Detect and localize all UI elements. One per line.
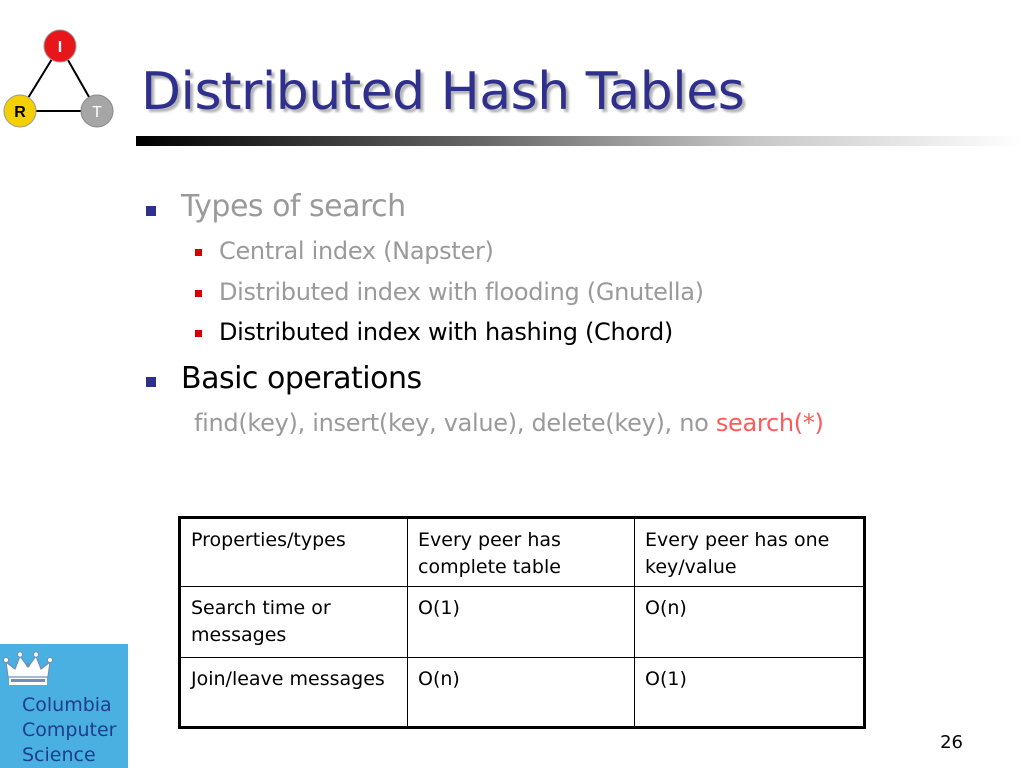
sub-bullet-marker <box>195 290 202 297</box>
columbia-cs-wordmark <box>22 693 116 768</box>
slide-title: Distributed Hash Tables <box>141 62 745 122</box>
table-cell: Every peer has complete table <box>408 518 635 587</box>
page-number: 26 <box>940 732 963 753</box>
table-row <box>180 658 865 728</box>
table-cell: O(n) <box>635 587 865 658</box>
logo-node-i: I <box>57 39 63 56</box>
table-cell: O(n) <box>408 658 635 728</box>
sub-bullet-central-index: Central index (Napster) <box>219 237 494 265</box>
table-row <box>180 587 865 658</box>
bullet-marker <box>146 377 156 387</box>
bullet-marker <box>146 206 156 216</box>
title-underline <box>136 136 1024 146</box>
bullet-basic-operations: Basic operations <box>181 361 422 396</box>
sub-bullet-marker <box>195 249 202 256</box>
operations-list <box>194 411 824 435</box>
table-cell: Properties/types <box>180 518 408 587</box>
table-cell: Every peer has one key/value <box>635 518 865 587</box>
wordmark-line: Columbia <box>22 694 112 716</box>
operations-list-prefix: find(key), insert(key, value), delete(key), no <box>194 409 716 437</box>
sub-bullet-hashing: Distributed index with hashing (Chord) <box>219 318 673 346</box>
wordmark-line: Computer <box>22 719 117 741</box>
sub-bullet-flooding: Distributed index with flooding (Gnutella) <box>219 278 704 306</box>
operations-list-highlight: search(*) <box>715 409 824 437</box>
logo-node-t: T <box>92 104 102 121</box>
table-cell: O(1) <box>408 587 635 658</box>
crown-icon <box>3 650 53 688</box>
dht-comparison-table <box>178 516 866 729</box>
columbia-cs-logo <box>0 644 128 768</box>
table-cell: Search time or messages <box>180 587 408 658</box>
irt-triangle-logo-icon <box>0 25 125 135</box>
table-row <box>180 518 865 587</box>
logo-node-r: R <box>14 104 26 121</box>
bullet-types-of-search: Types of search <box>181 189 406 224</box>
wordmark-line: Science <box>22 744 96 766</box>
table-cell: Join/leave messages <box>180 658 408 728</box>
sub-bullet-marker <box>195 330 202 337</box>
table-cell: O(1) <box>635 658 865 728</box>
